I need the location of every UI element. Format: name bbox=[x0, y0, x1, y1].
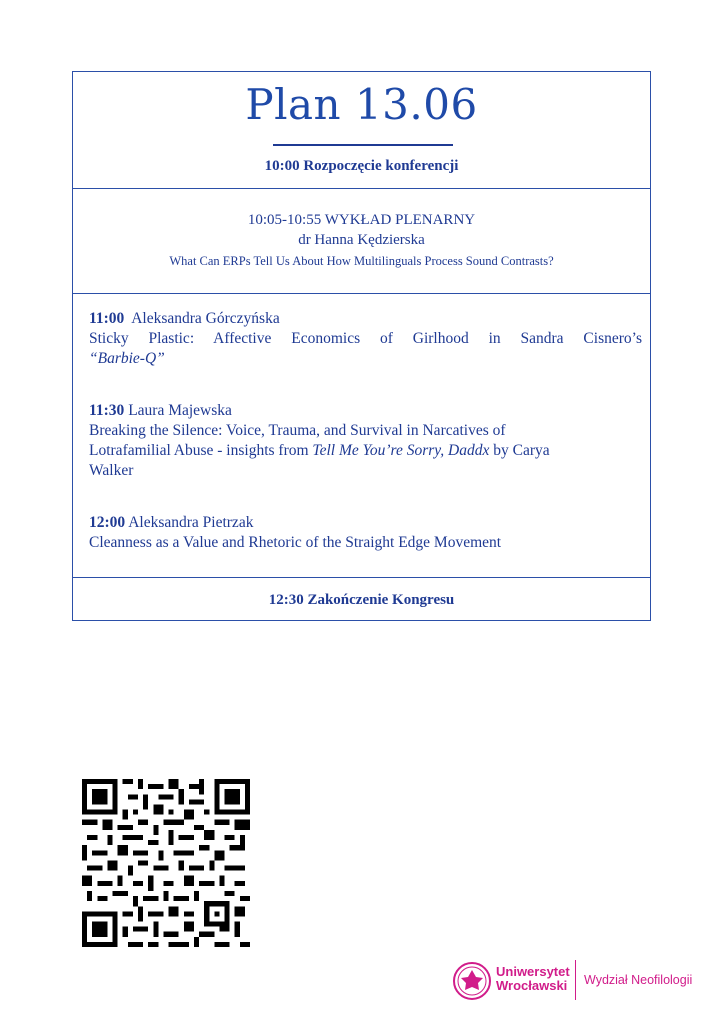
talks-section bbox=[73, 293, 650, 578]
talk-speaker: Aleksandra Górczyńska bbox=[131, 310, 280, 327]
talk-title-italic: “Barbie-Q” bbox=[89, 350, 165, 367]
talk-speaker: Aleksandra Pietrzak bbox=[128, 514, 254, 531]
talk-title-line2-end: by Carya bbox=[493, 442, 550, 459]
talk-item bbox=[89, 401, 642, 481]
talk-item bbox=[89, 513, 642, 553]
talk-title-line2: Lotrafamilial Abuse - insights from bbox=[89, 442, 309, 459]
talk-title-italic: Tell Me You’re Sorry, Daddx bbox=[312, 442, 490, 459]
page-title: Plan 13.06 bbox=[245, 80, 478, 129]
schedule-frame bbox=[72, 71, 651, 621]
talk-title: Cleanness as a Value and Rhetoric of the Straight Edge Movement bbox=[89, 534, 502, 551]
university-name-line1: Uniwersytet bbox=[496, 964, 570, 979]
talk-title: Sticky Plastic: Affective Economics of Girlhood in Sandra Cisnero’s bbox=[89, 330, 642, 347]
university-logo bbox=[452, 958, 712, 1004]
logo-divider bbox=[575, 960, 576, 1000]
title-divider bbox=[273, 144, 453, 146]
qr-code-icon[interactable] bbox=[82, 779, 250, 947]
talk-speaker: Laura Majewska bbox=[128, 402, 232, 419]
talk-time: 12:00 bbox=[89, 514, 126, 531]
plenary-heading: 10:05-10:55 WYKŁAD PLENARNY bbox=[247, 212, 476, 228]
title-section bbox=[73, 72, 650, 189]
faculty-name: Wydział Neofilologii bbox=[584, 973, 693, 987]
talk-item bbox=[89, 309, 642, 369]
plenary-speaker: dr Hanna Kędzierska bbox=[298, 232, 425, 248]
university-name-line2: Wrocławski bbox=[496, 978, 568, 993]
conference-start: 10:00 Rozpoczęcie konferencji bbox=[264, 158, 459, 174]
university-emblem-icon bbox=[452, 961, 492, 1001]
conference-end: 12:30 Zakończenie Kongresu bbox=[268, 592, 455, 608]
closing-section bbox=[73, 577, 650, 622]
talk-title: Breaking the Silence: Voice, Trauma, and Survival in Narcatives of bbox=[89, 422, 506, 439]
talk-time: 11:00 bbox=[89, 310, 125, 327]
talk-time: 11:30 bbox=[89, 402, 125, 419]
plenary-section bbox=[73, 188, 650, 294]
talk-title-line3: Walker bbox=[89, 462, 134, 479]
plenary-title: What Can ERPs Tell Us About How Multilinguals Process Sound Contrasts? bbox=[169, 254, 554, 268]
